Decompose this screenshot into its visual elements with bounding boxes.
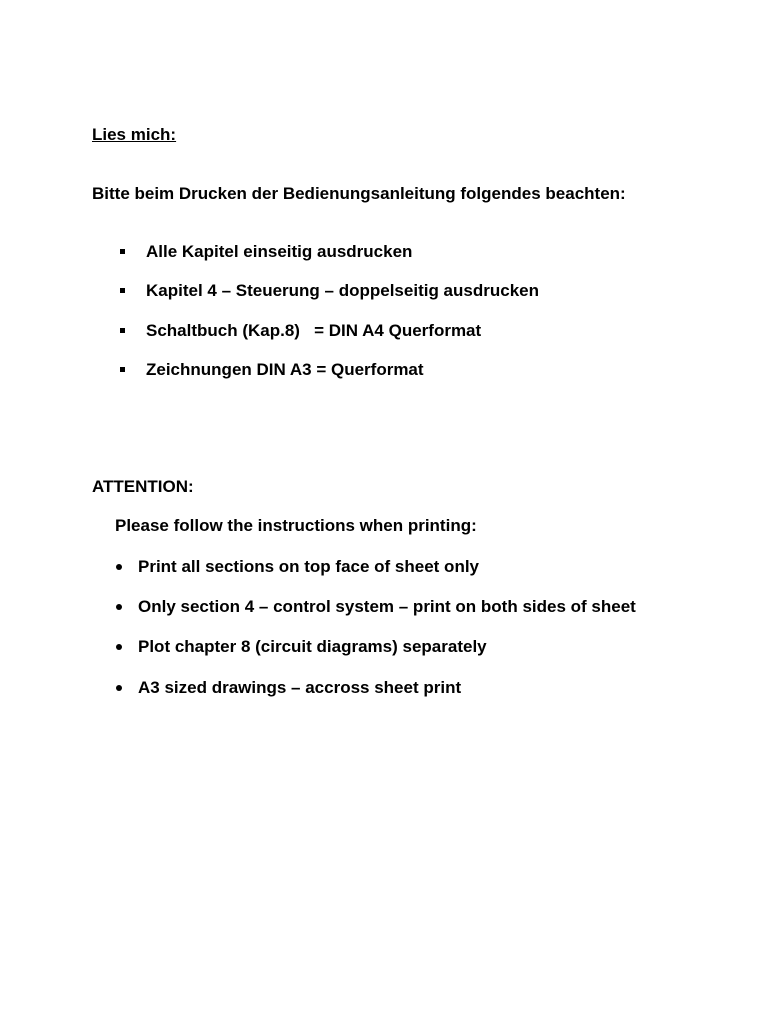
- german-heading: Lies mich:: [92, 125, 177, 144]
- english-heading: ATTENTION:: [92, 477, 194, 496]
- square-bullet-icon: [120, 328, 125, 333]
- german-intro: Bitte beim Drucken der Bedienungsanleitung folgendes beachten:: [92, 184, 626, 203]
- english-list-item: Print all sections on top face of sheet only: [138, 557, 480, 576]
- german-list-item: Alle Kapitel einseitig ausdrucken: [146, 242, 413, 261]
- english-intro: Please follow the instructions when printing:: [115, 516, 477, 535]
- german-list-item: Zeichnungen DIN A3 = Querformat: [146, 360, 424, 379]
- german-list-item: Kapitel 4 – Steuerung – doppelseitig ausdrucken: [146, 281, 539, 300]
- english-list-item: Plot chapter 8 (circuit diagrams) separately: [138, 637, 487, 656]
- square-bullet-icon: [120, 288, 125, 293]
- round-bullet-icon: [116, 564, 122, 570]
- english-list-item: Only section 4 – control system – print on both sides of sheet: [138, 597, 636, 616]
- german-list-item: Schaltbuch (Kap.8) = DIN A4 Querformat: [146, 321, 482, 340]
- square-bullet-icon: [120, 249, 125, 254]
- round-bullet-icon: [116, 604, 122, 610]
- english-list-item: A3 sized drawings – accross sheet print: [138, 678, 462, 697]
- round-bullet-icon: [116, 685, 122, 691]
- square-bullet-icon: [120, 367, 125, 372]
- round-bullet-icon: [116, 644, 122, 650]
